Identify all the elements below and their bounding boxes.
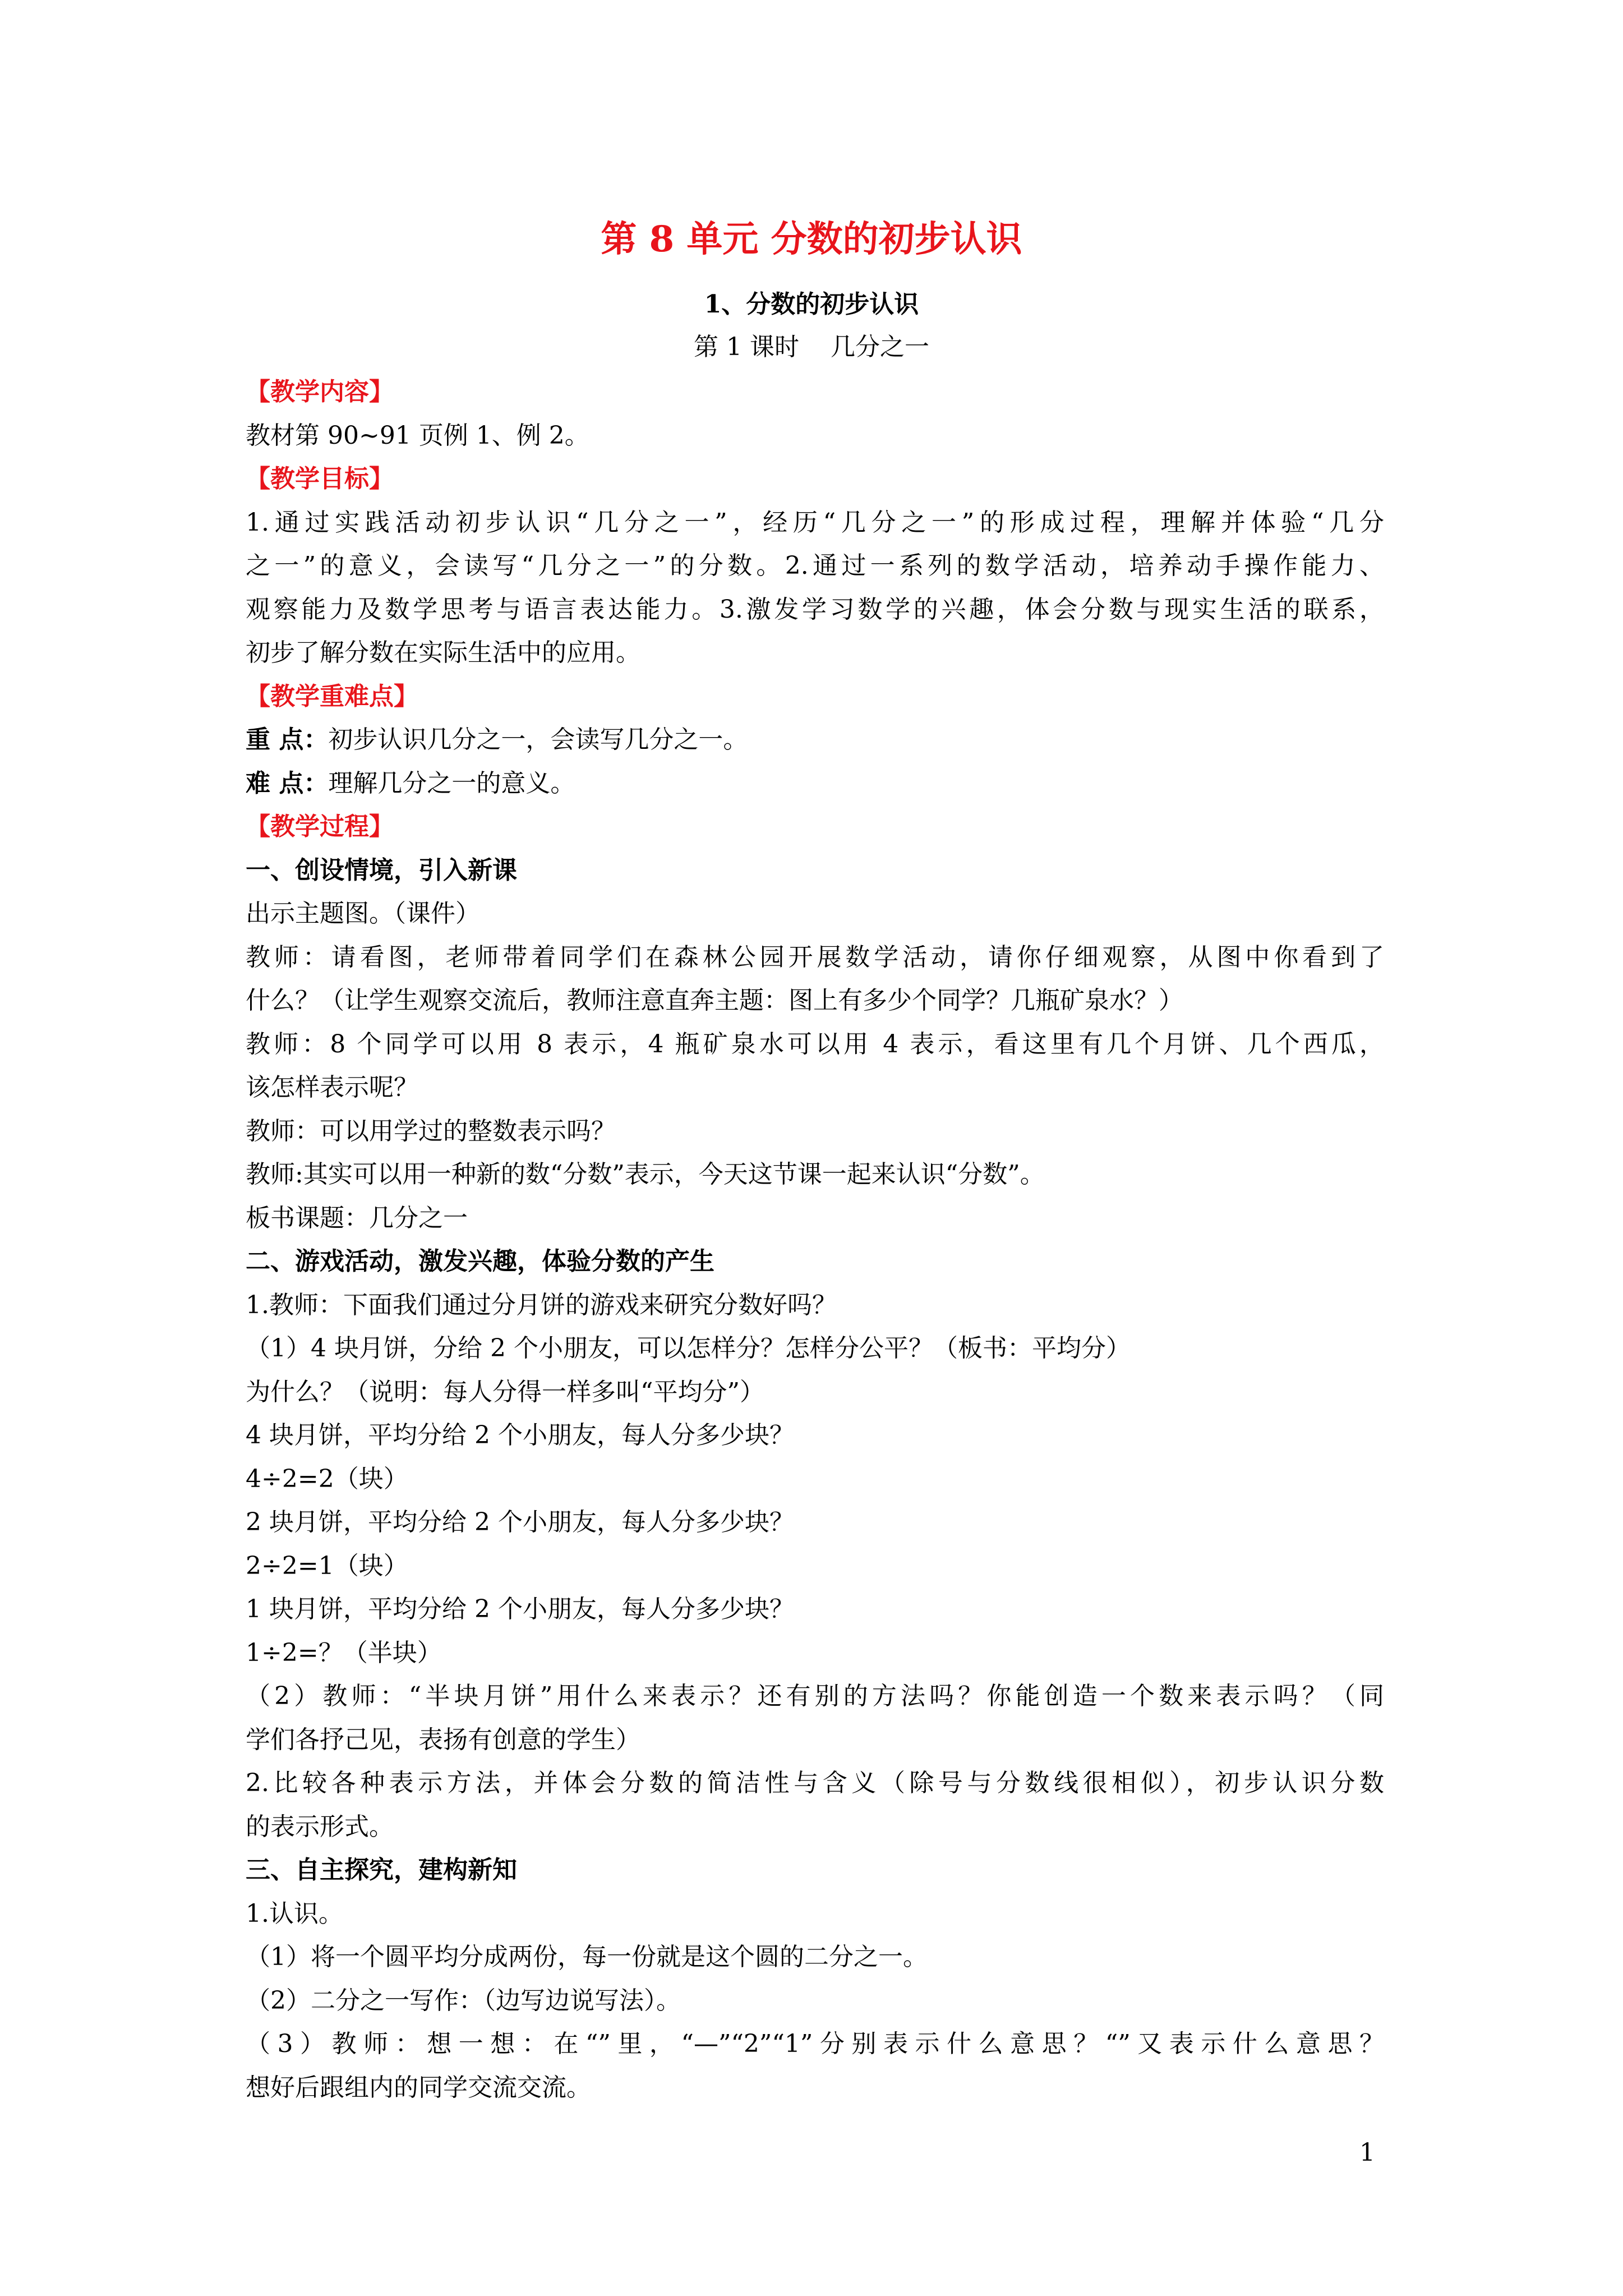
paragraph-line: 初步了解分数在实际生活中的应用。	[246, 638, 640, 667]
paragraph-line: 想好后跟组内的同学交流交流。	[246, 2073, 591, 2102]
paragraph-line: 4 块月饼，平均分给 2 个小朋友，每人分多少块？	[246, 1421, 794, 1450]
step-heading: 二、游戏活动，激发兴趣，体验分数的产生	[246, 1247, 714, 1276]
paragraph-line: 2.比较各种表示方法，并体会分数的简洁性与含义（除号与分数线很相似），初步认识分数	[246, 1769, 1384, 1797]
paragraph-line: 教师:其实可以用一种新的数“分数”表示，今天这节课一起来认识“分数”。	[246, 1160, 1045, 1189]
paragraph-line: 观察能力及数学思考与语言表达能力。3.激发学习数学的兴趣，体会分数与现实生活的联系，	[246, 595, 1384, 624]
step-heading: 一、创设情境，引入新课	[246, 855, 517, 885]
section-heading: 【教学内容】	[246, 378, 394, 406]
key-point-text: 初步认识几分之一，会读写几分之一。	[328, 725, 748, 754]
paragraph-line: （3）教师：想一想：在“”里，“—”“2”“1”分别表示什么意思？“”又表示什么意思？	[246, 2030, 1384, 2058]
paragraph-line: （1）将一个圆平均分成两份，每一份就是这个圆的二分之一。	[246, 1943, 928, 1971]
section-heading: 【教学过程】	[246, 812, 394, 841]
paragraph-line: 教材第 90~91 页例 1、例 2。	[246, 421, 589, 450]
key-point-label: 难 点：	[246, 769, 329, 798]
paragraph-line: 学们各抒己见，表扬有创意的学生）	[246, 1725, 640, 1754]
key-point-line	[246, 762, 1384, 806]
paragraph-line: 2÷2=1（块）	[246, 1551, 408, 1580]
paragraph-line: 什么？（让学生观察交流后，教师注意直奔主题：图上有多少个同学？几瓶矿泉水？）	[246, 986, 1183, 1015]
paragraph-line: 4÷2=2（块）	[246, 1464, 408, 1493]
page-number: 1	[1359, 2138, 1375, 2167]
paragraph-line: 1.认识。	[246, 1899, 343, 1928]
paragraph-line: 出示主题图。（课件）	[246, 899, 480, 928]
section-heading: 【教学重难点】	[246, 682, 418, 711]
body-text	[246, 370, 1384, 2109]
paragraph-line: 教师：8 个同学可以用 8 表示，4 瓶矿泉水可以用 4 表示，看这里有几个月饼、几个西瓜，	[246, 1029, 1384, 1059]
paragraph-line: （1）4 块月饼，分给 2 个小朋友，可以怎样分？怎样分公平？（板书：平均分）	[246, 1334, 1131, 1363]
key-point-text: 理解几分之一的意义。	[328, 769, 575, 798]
unit-title: 第 8 单元 分数的初步认识	[601, 218, 1022, 260]
lesson-heading: 第 1 课时 几分之一	[694, 333, 929, 361]
paragraph-line: 2 块月饼，平均分给 2 个小朋友，每人分多少块？	[246, 1508, 794, 1536]
paragraph-line: 的表示形式。	[246, 1812, 394, 1841]
paragraph-line: 教师：请看图，老师带着同学们在森林公园开展数学活动，请你仔细观察，从图中你看到了	[246, 942, 1384, 972]
paragraph-line: 1.教师：下面我们通过分月饼的游戏来研究分数好吗？	[246, 1290, 837, 1319]
paragraph-line: 该怎样表示呢？	[246, 1073, 418, 1102]
paragraph-line: （2）二分之一写作：（边写边说写法）。	[246, 1986, 681, 2015]
key-point-line	[246, 718, 1384, 762]
paragraph-line: （2）教师：“半块月饼”用什么来表示？还有别的方法吗？你能创造一个数来表示吗？（同	[246, 1682, 1384, 1710]
paragraph-line: 板书课题：几分之一	[246, 1203, 468, 1232]
paragraph-line: 为什么？（说明：每人分得一样多叫“平均分”）	[246, 1377, 764, 1406]
paragraph-line: 1÷2=？（半块）	[246, 1638, 442, 1667]
key-point-label: 重 点：	[246, 725, 329, 754]
step-heading: 三、自主探究，建构新知	[246, 1856, 517, 1884]
paragraph-line: 1 块月饼，平均分给 2 个小朋友，每人分多少块？	[246, 1595, 794, 1623]
paragraph-line: 之一”的意义，会读写“几分之一”的分数。2.通过一系列的数学活动，培养动手操作能力、	[246, 551, 1384, 580]
paragraph-line: 1.通过实践活动初步认识“几分之一”，经历“几分之一”的形成过程，理解并体验“几分	[246, 508, 1384, 537]
paragraph-line: 教师：可以用学过的整数表示吗？	[246, 1116, 616, 1145]
section-subtitle: 1、分数的初步认识	[704, 290, 919, 319]
section-heading: 【教学目标】	[246, 464, 394, 493]
